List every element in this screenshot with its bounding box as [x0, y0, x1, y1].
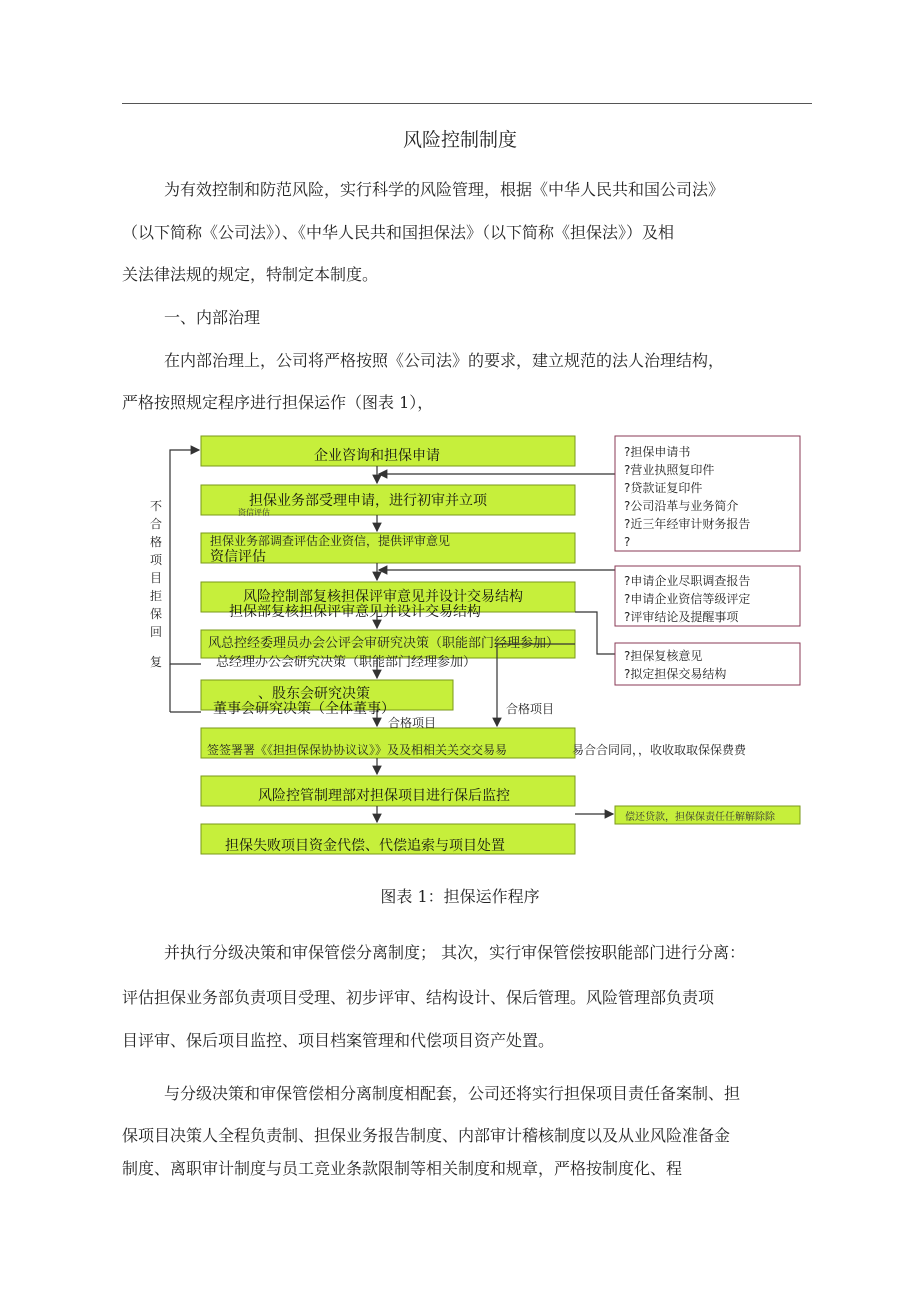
svg-text:?公司沿革与业务简介: ?公司沿革与业务简介: [624, 499, 739, 513]
flow-step-4-label: 风险控制部复核担保评审意见并设计交易结构: [243, 589, 523, 605]
section-text-1: 在内部治理上，公司将严格按照《公司法》的要求，建立规范的法人治理结构，: [164, 351, 725, 370]
svg-text:拒: 拒: [150, 589, 163, 603]
flow-step-4-overlay: 担保部复核担保评审意见并设计交易结构: [229, 604, 481, 620]
body-p2-line-2: 保项目决策人全程负责制、担保业务报告制度、内部审计稽核制度以及从业风险准备金: [122, 1126, 731, 1145]
flow-step-3-label2: 资信评估: [210, 549, 266, 565]
qualified-label-1: 合格项目: [506, 702, 555, 716]
doc-box-review: [615, 643, 800, 685]
svg-text:?担保申请书: ?担保申请书: [624, 445, 691, 459]
svg-text:回: 回: [150, 625, 163, 639]
flow-step-7-trailing: 易合合同同，，收收取取保保费费: [572, 743, 747, 757]
svg-text:?申请企业资信等级评定: ?申请企业资信等级评定: [624, 592, 751, 606]
svg-text:?营业执照复印件: ?营业执照复印件: [624, 463, 715, 477]
svg-text:目: 目: [150, 571, 163, 585]
qualified-label-2: 合格项目: [388, 716, 437, 730]
flow-step-8: [201, 776, 575, 806]
body-p1-line-2: 评估担保业务部负责项目受理、初步评审、结构设计、保后管理。风险管理部负责项: [122, 988, 715, 1007]
body-p1-line-1: 并执行分级决策和审保管偿分离制度； 其次，实行审保管偿按职能部门进行分离：: [164, 943, 746, 962]
body-p2-line-3: 制度、离职审计制度与员工竞业条款限制等相关制度和规章，严格按制度化、程: [122, 1159, 683, 1178]
svg-text:偿还贷款，担保保责任任解解除除: 偿还贷款，担保保责任任解解除除: [625, 812, 775, 823]
flow-step-7: [201, 728, 747, 758]
svg-text:复: 复: [150, 655, 163, 669]
flow-step-3-label: 担保业务部调查评估企业资信，提供评审意见: [210, 534, 451, 548]
svg-text:?申请企业尽职调查报告: ?申请企业尽职调查报告: [624, 574, 751, 588]
release-box: [615, 806, 800, 824]
body-p1-line-3: 目评审、保后项目监控、项目档案管理和代偿项目资产处置。: [122, 1031, 555, 1050]
doc-box-application: [615, 436, 800, 551]
page-title: 风险控制制度: [402, 129, 517, 151]
svg-text:不: 不: [150, 499, 163, 513]
flow-step-5-overlay: 总经理办公会研究决策（职能部门经理参加）: [216, 655, 477, 670]
svg-text:?: ?: [624, 535, 631, 549]
body-p2-line-1: 与分级决策和审保管偿相分离制度相配套，公司还将实行担保项目责任备案制、担: [164, 1084, 741, 1103]
flow-step-5: [201, 630, 575, 670]
svg-text:?担保复核意见: ?担保复核意见: [624, 649, 703, 663]
svg-text:保: 保: [150, 607, 163, 621]
flow-step-1-label: 企业咨询和担保申请: [314, 448, 440, 464]
flow-step-3: [201, 533, 575, 565]
svg-text:?近三年经审计财务报告: ?近三年经审计财务报告: [624, 517, 751, 531]
flow-step-2: [201, 485, 575, 517]
flow-step-9: [201, 824, 575, 854]
flow-step-9-label: 担保失败项目资金代偿、代偿追索与项目处置: [225, 838, 505, 854]
svg-text:?评审结论及提醒事项: ?评审结论及提醒事项: [624, 610, 739, 624]
flow-step-1: [201, 436, 575, 466]
flow-step-7-label: 签签署署《《担担保保协协议议》》及及相相关关交交易易: [207, 743, 508, 757]
flow-step-2-overlay: 资信评估: [238, 508, 270, 517]
svg-text:?贷款证复印件: ?贷款证复印件: [624, 481, 703, 495]
reject-loop-label: [150, 499, 163, 669]
svg-text:?拟定担保交易结构: ?拟定担保交易结构: [624, 667, 727, 681]
intro-line-1: 为有效控制和防范风险，实行科学的风险管理，根据《中华人民共和国公司法》: [164, 180, 725, 199]
svg-text:项: 项: [150, 553, 163, 567]
svg-text:格: 格: [150, 535, 163, 549]
svg-text:合: 合: [150, 517, 163, 531]
intro-line-2: （以下简称《公司法》）、《中华人民共和国担保法》（以下简称《担保法》）及相: [122, 223, 675, 242]
section-text-2: 严格按照规定程序进行担保运作（图表 1），: [122, 393, 434, 412]
flow-step-6-label: 、股东会研究决策: [258, 686, 370, 702]
flow-step-2-label: 担保业务部受理申请，进行初审并立项: [249, 493, 487, 509]
flow-step-6-overlay: 董事会研究决策（全体董事）: [213, 701, 395, 717]
section-heading: 一、内部治理: [164, 308, 261, 327]
flow-step-5-label: 风总控经委理员办会公评会审研究决策（职能部门经理参加）: [208, 636, 560, 651]
flow-step-6: [201, 680, 453, 717]
intro-line-3: 关法律法规的规定，特制定本制度。: [122, 265, 379, 284]
doc-box-evaluation: [615, 566, 800, 626]
flow-step-4: [201, 582, 575, 620]
flow-step-8-label: 风险控管制理部对担保项目进行保后监控: [258, 788, 510, 804]
figure-caption: 图表 1：担保运作程序: [380, 887, 540, 906]
